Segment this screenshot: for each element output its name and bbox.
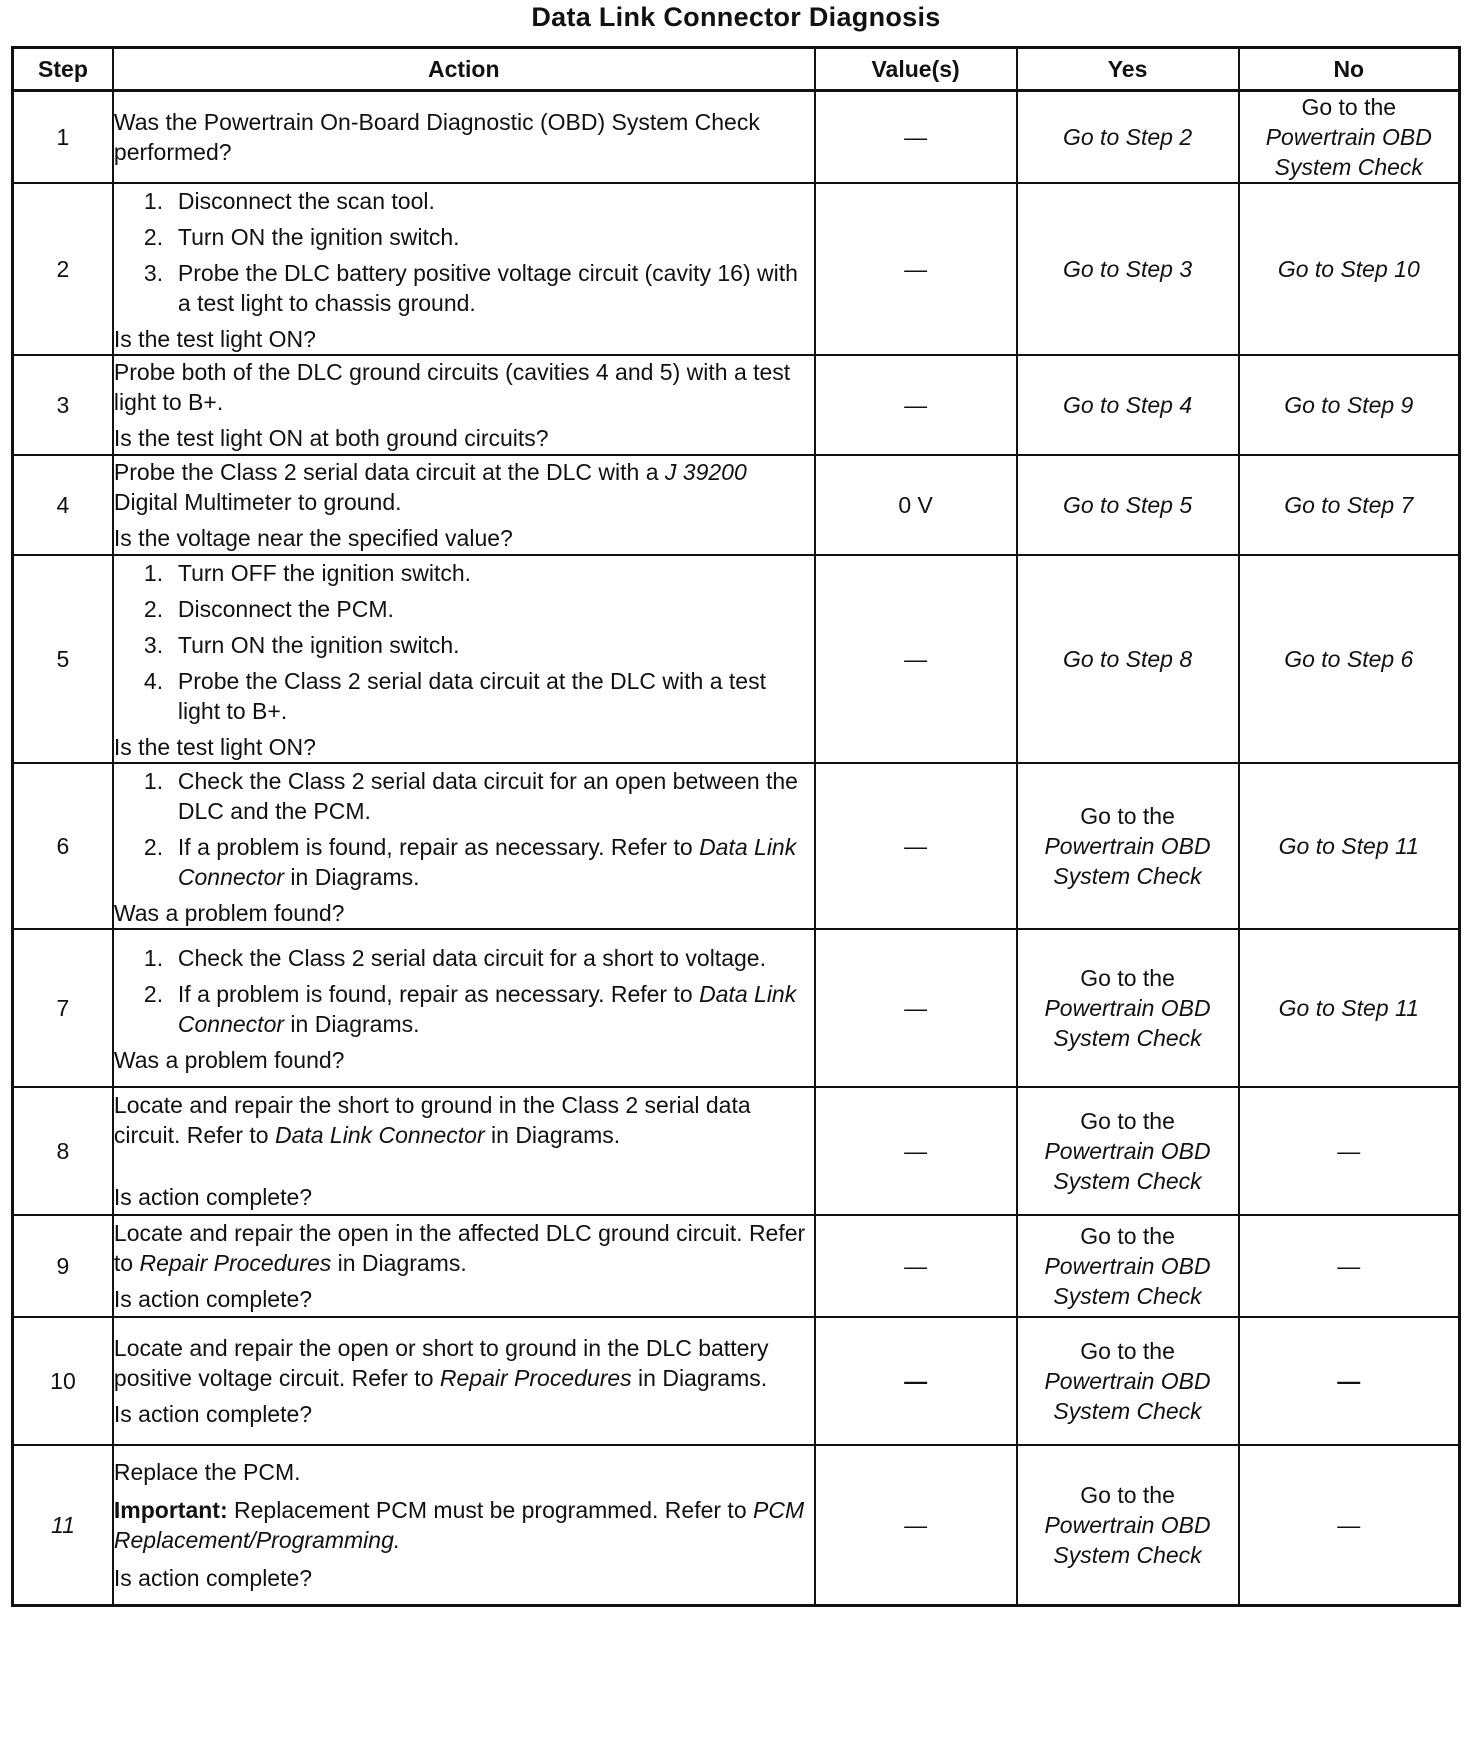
header-action: Action (113, 48, 815, 91)
step-number: 3 (13, 355, 113, 455)
substep: 2. Turn ON the ignition switch. (143, 224, 460, 250)
action-cell (113, 929, 815, 1087)
important-note: Important: Replacement PCM must be programmed. Refer to PCM Replacement/Programming. (113, 1496, 805, 1553)
action-text: Locate and repair the short to ground in the Class 2 serial data circuit. Refer to Data Link Connector in Diagrams. (113, 1092, 751, 1148)
step-number: 11 (13, 1445, 113, 1605)
question: Was a problem found? (113, 900, 345, 926)
yes-cell: Go to the Powertrain OBD System Check (1017, 929, 1239, 1087)
value-cell: — (815, 1445, 1017, 1605)
step-number: 4 (13, 455, 113, 555)
no-cell (1239, 91, 1460, 184)
header-yes: Yes (1017, 48, 1239, 91)
action-cell (113, 1317, 815, 1445)
yes-cell: Go to Step 4 (1017, 355, 1239, 455)
table-row (13, 1215, 1460, 1317)
value-cell: — (815, 1215, 1017, 1317)
no-line: Go to the (1301, 94, 1397, 120)
step-number: 9 (13, 1215, 113, 1317)
no-cell: — (1239, 1445, 1460, 1605)
no-cell: Go to Step 7 (1239, 455, 1460, 555)
action-cell (113, 1445, 815, 1605)
value-cell: — (815, 763, 1017, 929)
substep: 2. If a problem is found, repair as necessary. Refer to Data Link Connector in Diagrams. (143, 834, 797, 890)
value-cell: — (815, 183, 1017, 355)
no-cell: Go to Step 6 (1239, 555, 1460, 763)
yes-cell: Go to Step 2 (1017, 91, 1239, 184)
header-step: Step (13, 48, 113, 91)
yes-cell: Go to Step 8 (1017, 555, 1239, 763)
step-number: 10 (13, 1317, 113, 1445)
action-text: Was the Powertrain On-Board Diagnostic (OBD) System Check performed? (113, 109, 760, 165)
yes-cell: Go to the Powertrain OBD System Check (1017, 763, 1239, 929)
step-number: 6 (13, 763, 113, 929)
no-line: Powertrain OBD (1265, 124, 1432, 150)
step-number: 7 (13, 929, 113, 1087)
step-number: 8 (13, 1087, 113, 1215)
substep: 1. Disconnect the scan tool. (143, 188, 435, 214)
table-row (13, 555, 1460, 763)
table-row (13, 1087, 1460, 1215)
table-row (13, 455, 1460, 555)
step-number: 5 (13, 555, 113, 763)
no-cell: — (1239, 1215, 1460, 1317)
question: Is action complete? (113, 1286, 313, 1312)
question: Was a problem found? (113, 1047, 345, 1073)
question: Is action complete? (113, 1564, 313, 1591)
action-cell (113, 355, 815, 455)
no-cell: Go to Step 9 (1239, 355, 1460, 455)
table-row (13, 183, 1460, 355)
header-value: Value(s) (815, 48, 1017, 91)
substep: 2. Disconnect the PCM. (143, 596, 394, 622)
action-cell (113, 1215, 815, 1317)
table-row (13, 1317, 1460, 1445)
action-text: Locate and repair the open or short to ground in the DLC battery positive voltage circuit. Refer to Repair Procedures in Diagrams. (113, 1335, 769, 1391)
question: Is action complete? (113, 1401, 313, 1427)
yes-cell: Go to Step 5 (1017, 455, 1239, 555)
no-cell: Go to Step 10 (1239, 183, 1460, 355)
yes-cell: Go to the Powertrain OBD System Check (1017, 1087, 1239, 1215)
diagnosis-table (11, 46, 1461, 1607)
value-cell: — (815, 91, 1017, 184)
procedure-reference: Repair Procedures (439, 1365, 632, 1391)
no-cell: Go to Step 11 (1239, 763, 1460, 929)
value-cell: — (815, 355, 1017, 455)
step-number: 1 (13, 91, 113, 184)
header-no: No (1239, 48, 1460, 91)
action-cell (113, 763, 815, 929)
table-row (13, 355, 1460, 455)
question: Is the test light ON at both ground circuits? (113, 425, 549, 451)
substep: 3. Probe the DLC battery positive voltage circuit (cavity 16) with a test light to chassis ground. (143, 260, 798, 316)
yes-cell: Go to the Powertrain OBD System Check (1017, 1215, 1239, 1317)
table-row (13, 929, 1460, 1087)
action-text: Locate and repair the open in the affected DLC ground circuit. Refer to Repair Procedures in Diagrams. (113, 1220, 806, 1276)
no-cell: Go to Step 11 (1239, 929, 1460, 1087)
question: Is the test light ON? (113, 734, 316, 760)
table-row (13, 91, 1460, 184)
action-text: Probe both of the DLC ground circuits (cavities 4 and 5) with a test light to B+. (113, 359, 791, 415)
action-cell (113, 455, 815, 555)
table-row (13, 763, 1460, 929)
page-title: Data Link Connector Diagnosis (531, 2, 941, 32)
action-text: Probe the Class 2 serial data circuit at the DLC with a J 39200 Digital Multimeter to ground. (113, 459, 747, 515)
value-cell: — (815, 1087, 1017, 1215)
substep: 4. Probe the Class 2 serial data circuit at the DLC with a test light to B+. (143, 668, 766, 724)
substep: 1. Check the Class 2 serial data circuit for an open between the DLC and the PCM. (143, 768, 798, 824)
value-cell: — (815, 1317, 1017, 1445)
diagram-reference: Data Link Connector (177, 981, 797, 1037)
procedure-reference: PCM Replacement/Programming. (113, 1496, 805, 1553)
action-text: Replace the PCM. (113, 1458, 301, 1485)
no-cell: — (1239, 1087, 1460, 1215)
table-row (13, 1445, 1460, 1605)
tool-reference: J 39200 (664, 459, 747, 485)
header-row (13, 48, 1460, 91)
value-cell: — (815, 929, 1017, 1087)
action-cell (113, 555, 815, 763)
yes-cell: Go to Step 3 (1017, 183, 1239, 355)
question: Is the voltage near the specified value? (113, 525, 513, 551)
action-cell (113, 183, 815, 355)
no-cell: — (1239, 1317, 1460, 1445)
question: Is the test light ON? (113, 326, 316, 352)
substep: 1. Turn OFF the ignition switch. (143, 560, 472, 586)
value-cell: 0 V (815, 455, 1017, 555)
step-number: 2 (13, 183, 113, 355)
substep: 3. Turn ON the ignition switch. (143, 632, 460, 658)
action-cell (113, 1087, 815, 1215)
substep: 1. Check the Class 2 serial data circuit for a short to voltage. (143, 945, 766, 971)
substep: 2. If a problem is found, repair as necessary. Refer to Data Link Connector in Diagrams. (143, 981, 797, 1037)
question: Is action complete? (113, 1184, 313, 1210)
diagram-reference: Data Link Connector (177, 834, 797, 890)
procedure-reference: Repair Procedures (139, 1250, 332, 1276)
no-line: System Check (1274, 154, 1423, 180)
yes-cell: Go to the Powertrain OBD System Check (1017, 1445, 1239, 1605)
action-cell (113, 91, 815, 184)
diagram-reference: Data Link Connector (274, 1122, 485, 1148)
yes-cell: Go to the Powertrain OBD System Check (1017, 1317, 1239, 1445)
value-cell: — (815, 555, 1017, 763)
